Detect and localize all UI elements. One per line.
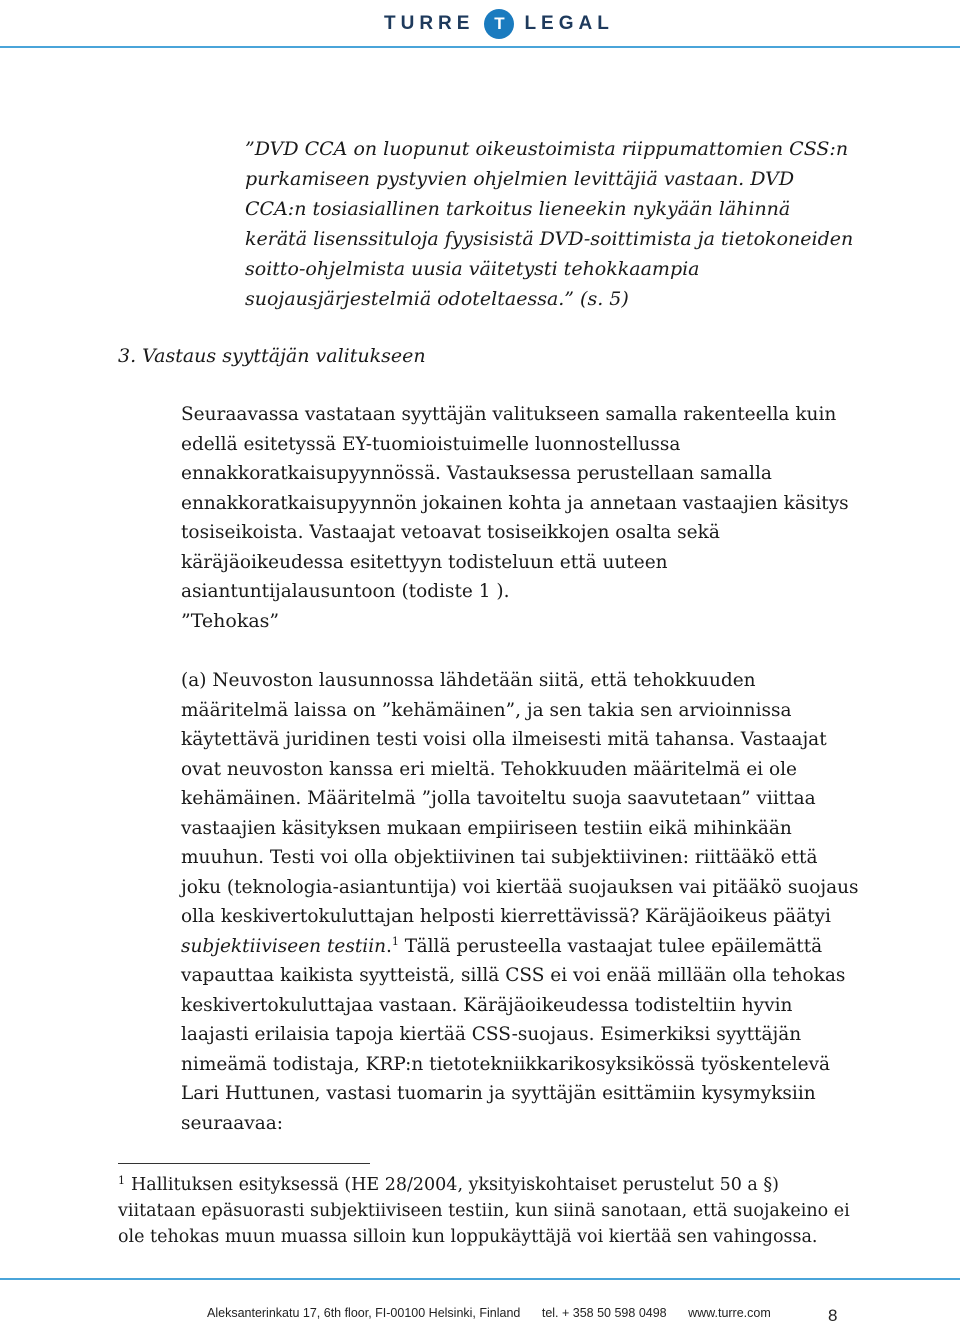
footer-address: Aleksanterinkatu 17, 6th floor, FI-00100 Helsinki, Finland	[207, 1306, 521, 1320]
logo-text-turre: TURRE	[384, 13, 475, 34]
logo-text-legal: LEGAL	[524, 13, 614, 34]
page-number: 8	[828, 1306, 838, 1325]
page-footer	[207, 1306, 789, 1320]
footnote	[118, 1172, 858, 1250]
footnote-reference[interactable]: 1	[391, 934, 399, 948]
footer-phone: tel. + 358 50 598 0498	[541, 1306, 667, 1320]
footnote-divider	[118, 1163, 370, 1164]
paragraph-a	[181, 666, 861, 1138]
section-heading: 3. Vastaus syyttäjän valitukseen	[118, 345, 426, 367]
page-header	[0, 0, 960, 70]
footer-website[interactable]: www.turre.com	[688, 1306, 771, 1320]
footer-divider	[0, 1278, 960, 1280]
header-divider	[0, 46, 960, 48]
paragraph-intro: Seuraavassa vastataan syyttäjän valitukseen samalla rakenteella kuin edellä esitetyssä EY-tuomioistuimelle luonnostellussa ennakkoratkaisupyynnössä. Vastauksessa perustellaan samalla ennakkoratkaisupyynnön jokainen kohta ja annetaan vastaajien käsitys tosiseikoista. Vastaajat vetoavat tosiseikkojen osalta sekä käräjäoikeudessa esitettyyn todisteluun että uuteen asiantuntijalausuntoon (todiste 1 ).	[181, 404, 849, 602]
subheading-tehokas: ”Tehokas”	[181, 610, 280, 632]
paragraph-a-emphasis: subjektiiviseen testiin	[181, 935, 387, 957]
footnote-text: Hallituksen esityksessä (HE 28/2004, yksityiskohtaiset perustelut 50 a §) viitataan epäsuorasti subjektiiviseen testiin, kun siinä sanotaan, että suojakeino ei ole tehokas muun muassa silloin kun loppukäyttäjä voi kiertää sen vahingossa.	[118, 1175, 850, 1247]
logo-mark-icon: T	[484, 9, 514, 39]
paragraph-a-part3: Tällä perusteella vastaajat tulee epäilemättä vapauttaa kaikista syytteistä, sillä CSS ei voi enää millään olla tehokas keskivertokuluttajaa vastaan. Käräjäoikeudessa todisteltiin hyvin laajasti erilaisia tapoja kiertää CSS-suojaus. Esimerkiksi syyttäjän nimeämä todistaja, KRP:n tietotekniikkarikosyksikössä työskentelevä Lari Huttunen, vastasi tuomarin ja syyttäjän esittämiin kysymyksiin seuraavaa:	[181, 935, 846, 1134]
paragraph-a-part2: .	[386, 935, 392, 957]
paragraph-a-part1: (a) Neuvoston lausunnossa lähdetään siitä, että tehokkuuden määritelmä laissa on ”kehämäinen”, ja sen takia sen arvioinnissa käytettävä juridinen testi voisi olla ilmeisesti mitä tahansa. Vastaajat ovat neuvoston kanssa eri mieltä. Tehokkuuden määritelmä ei ole kehämäinen. Määritelmä ”jolla tavoiteltu suoja saavutetaan” viittaa vastaajien käsityksen mukaan empiiriseen testiin eikä mihinkään muuhun. Testi voi olla objektiivinen tai subjektiivinen: riittääkö että joku (teknologia-asiantuntija) voi kiertää suojauksen vai pitääkö suojaus olla keskivertokuluttajan helposti kierrettävissä? Käräjäoikeus päätyi	[181, 670, 859, 927]
block-quote: ”DVD CCA on luopunut oikeustoimista riippumattomien CSS:n purkamiseen pystyvien ohjelmien levittäjiä vastaan. DVD CCA:n tosiasiallinen tarkoitus lieneekin nykyään lähinnä kerätä lisenssituloja fyysisistä DVD-soittimista ja tietokoneiden soitto-ohjelmista uusia väitetysti tehokkaampia suojausjärjestelmiä odoteltaessa.” (s. 5)	[245, 138, 854, 310]
turre-legal-logo	[384, 6, 614, 42]
footnote-number: 1	[118, 1174, 125, 1187]
